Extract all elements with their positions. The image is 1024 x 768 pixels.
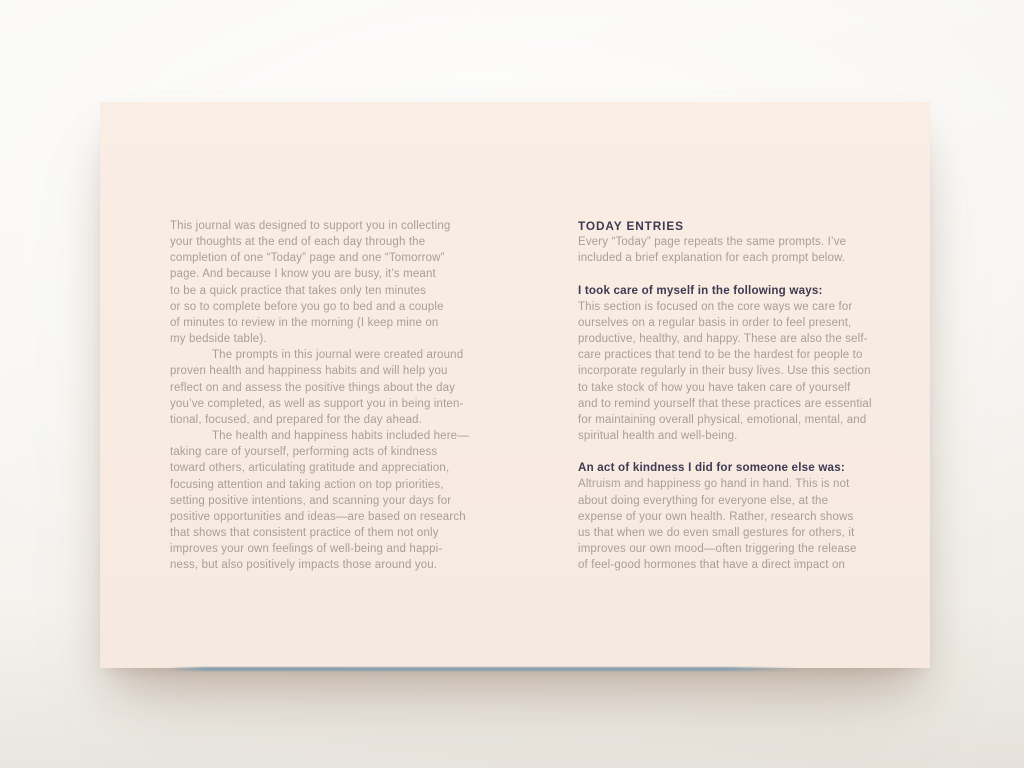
book-page-stack-edge: [166, 667, 798, 671]
kindness-prompt-body: Altruism and happiness go hand in hand. This is not about doing everything for everyone else, at the expense of your own health. Rather, research shows us that when we do even small gestures for others, it improves our own mood—often triggering the release of feel-good hormones that have a direct impact on: [578, 478, 857, 572]
left-paragraph-3: The health and happiness habits included here— taking care of yourself, performing acts of kindness toward others, articulating gratitude and appreciation, focusing attention and taking action on top priorities, setting positive intentions, and scanning your days for positive opportunities and ideas—are based on research that shows that consistent practice of them not only improves your own feelings of well-being and happi- ness, but also positively impacts those around you.: [170, 430, 469, 572]
journal-open-spread: [100, 102, 930, 668]
left-paragraph-1: This journal was designed to support you in collecting your thoughts at the end of each day through the completion of one “Today” page and one “Tomorrow” page. And because I know you are busy, it’s meant to be a quick practice that takes only ten minutes or so to complete before you go to bed and a couple of minutes to review in the morning (I keep mine on my bedside table).: [170, 220, 451, 346]
left-paragraph-2: The prompts in this journal were created around proven health and happiness habits and will help you reflect on and assess the positive things about the day you’ve completed, as well as support you in being inten- tional, focused, and prepared for the day ahead.: [170, 349, 464, 426]
today-entries-title: TODAY ENTRIES: [578, 219, 684, 233]
left-page-text: [170, 218, 482, 573]
prompt-section-self-care: [578, 283, 890, 445]
self-care-prompt-heading: I took care of myself in the following ways:: [578, 283, 823, 297]
right-page-text: [578, 218, 890, 573]
today-entries-intro: Every “Today” page repeats the same prompts. I’ve included a brief explanation for each prompt below.: [578, 236, 847, 265]
prompt-section-kindness: [578, 460, 890, 573]
self-care-prompt-body: This section is focused on the core ways we care for ourselves on a regular basis in order to feel present, productive, healthy, and happy. These are also the self- care practices that tend to be the hardest for people to incorporate regularly in their busy lives. Use this section to take stock of how you have taken care of yourself and to remind yourself that these practices are essential for maintaining overall physical, emotional, mental, and spiritual health and well-being.: [578, 300, 872, 443]
kindness-prompt-heading: An act of kindness I did for someone else was:: [578, 461, 845, 475]
